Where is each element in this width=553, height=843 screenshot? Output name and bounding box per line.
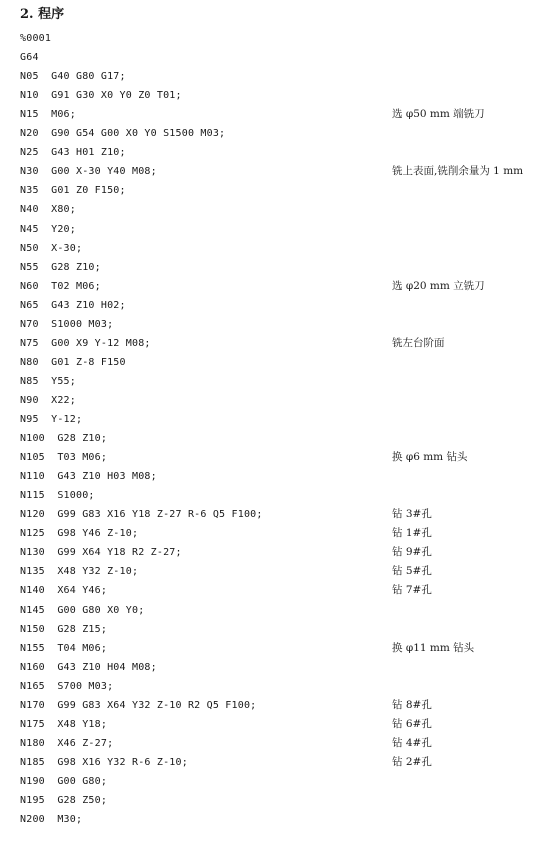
code-text: N170 G99 G83 X64 Y32 Z-10 R2 Q5 F100; — [20, 699, 257, 711]
program-line — [0, 429, 553, 448]
comment-text: 钻 8#孔 — [392, 698, 432, 711]
code-text: N95 Y-12; — [20, 414, 83, 425]
program-line — [0, 639, 553, 658]
program-line — [0, 448, 553, 467]
comment-text: 钻 6#孔 — [392, 717, 432, 730]
program-line — [0, 391, 553, 410]
program-line — [0, 353, 553, 372]
comment-text: 钻 1#孔 — [392, 527, 432, 540]
comment-text: 选 φ20 mm 立铣刀 — [392, 279, 485, 292]
program-line — [0, 86, 553, 105]
program-line — [0, 677, 553, 696]
program-line — [0, 620, 553, 639]
code-text: N40 X80; — [20, 204, 76, 216]
code-text: N05 G40 G80 G17; — [20, 71, 126, 83]
program-line — [0, 696, 553, 715]
code-text: N70 S1000 M03; — [20, 318, 114, 330]
program-line — [0, 105, 553, 124]
code-text: N25 G43 H01 Z10; — [20, 147, 126, 159]
code-text: N140 X64 Y46; — [20, 585, 108, 597]
comment-text: 换 φ6 mm 钻头 — [392, 451, 468, 464]
code-text: G64 — [20, 52, 39, 64]
program-line — [0, 467, 553, 486]
program-line — [0, 372, 553, 391]
program-line — [0, 410, 553, 429]
program-line — [0, 505, 553, 524]
code-text: N30 G00 X-30 Y40 M08; — [20, 166, 157, 178]
program-line — [0, 581, 553, 600]
program-line — [0, 486, 553, 505]
code-text: N20 G90 G54 G00 X0 Y0 S1500 M03; — [20, 128, 226, 140]
code-text: N110 G43 Z10 H03 M08; — [20, 471, 157, 483]
program-line — [0, 543, 553, 562]
code-text: N80 G01 Z-8 F150 — [20, 356, 126, 368]
program-line — [0, 67, 553, 86]
code-text: N45 Y20; — [20, 223, 76, 235]
code-text: N85 Y55; — [20, 375, 76, 387]
program-line — [0, 277, 553, 296]
code-text: N130 G99 X64 Y18 R2 Z-27; — [20, 547, 182, 559]
code-text: %0001 — [20, 33, 52, 44]
program-line — [0, 734, 553, 753]
program-line — [0, 753, 553, 772]
code-text: N50 X-30; — [20, 242, 83, 254]
comment-text: 铣左台阶面 — [392, 336, 445, 349]
code-text: N175 X48 Y18; — [20, 718, 108, 730]
code-text: N195 G28 Z50; — [20, 795, 108, 806]
code-text: N145 G00 G80 X0 Y0; — [20, 604, 145, 616]
code-text: N60 T02 M06; — [20, 280, 101, 292]
comment-text: 铣上表面,铣削余量为 1 mm — [392, 165, 524, 178]
program-line — [0, 220, 553, 239]
section-title: 2. 程序 — [20, 7, 65, 22]
program-line — [0, 162, 553, 181]
comment-text: 钻 7#孔 — [392, 584, 432, 597]
program-line — [0, 715, 553, 734]
program-line — [0, 772, 553, 791]
program-line — [0, 48, 553, 67]
program-line — [0, 181, 553, 200]
comment-text: 换 φ11 mm 钻头 — [392, 641, 475, 654]
program-line — [0, 791, 553, 810]
code-text: N10 G91 G30 X0 Y0 Z0 T01; — [20, 90, 182, 102]
code-text: N150 G28 Z15; — [20, 623, 108, 635]
code-text: N125 G98 Y46 Z-10; — [20, 528, 139, 540]
code-text: N35 G01 Z0 F150; — [20, 185, 126, 197]
code-text: N90 X22; — [20, 394, 76, 406]
program-line — [0, 562, 553, 581]
code-text: N100 G28 Z10; — [20, 433, 108, 445]
program-line — [0, 143, 553, 162]
program-line — [0, 200, 553, 219]
program-line — [0, 315, 553, 334]
comment-text: 选 φ50 mm 端铣刀 — [392, 108, 485, 121]
code-text: N185 G98 X16 Y32 R-6 Z-10; — [20, 756, 188, 768]
code-text: N115 S1000; — [20, 490, 95, 502]
program-line — [0, 524, 553, 543]
code-text: N155 T04 M06; — [20, 642, 108, 654]
code-text: N160 G43 Z10 H04 M08; — [20, 661, 157, 673]
program-line — [0, 810, 553, 829]
program-line — [0, 258, 553, 277]
program-line — [0, 601, 553, 620]
code-text: N135 X48 Y32 Z-10; — [20, 566, 139, 578]
comment-text: 钻 9#孔 — [392, 546, 432, 559]
code-text: N200 M30; — [20, 814, 83, 826]
comment-text: 钻 4#孔 — [392, 736, 432, 749]
program-line — [0, 296, 553, 315]
code-text: N105 T03 M06; — [20, 452, 108, 464]
code-text: N120 G99 G83 X16 Y18 Z-27 R-6 Q5 F100; — [20, 509, 263, 521]
program-line — [0, 29, 553, 48]
code-text: N15 M06; — [20, 109, 76, 121]
code-text: N55 G28 Z10; — [20, 261, 101, 273]
comment-text: 钻 3#孔 — [392, 508, 432, 521]
program-line — [0, 658, 553, 677]
program-line — [0, 124, 553, 143]
program-line — [0, 334, 553, 353]
code-text: N65 G43 Z10 H02; — [20, 299, 126, 311]
code-text: N75 G00 X9 Y-12 M08; — [20, 337, 151, 349]
comment-text: 钻 2#孔 — [392, 755, 432, 768]
code-text: N180 X46 Z-27; — [20, 737, 114, 749]
comment-text: 钻 5#孔 — [392, 565, 432, 578]
code-text: N165 S700 M03; — [20, 680, 114, 692]
code-text: N190 G00 G80; — [20, 775, 108, 787]
program-line — [0, 239, 553, 258]
